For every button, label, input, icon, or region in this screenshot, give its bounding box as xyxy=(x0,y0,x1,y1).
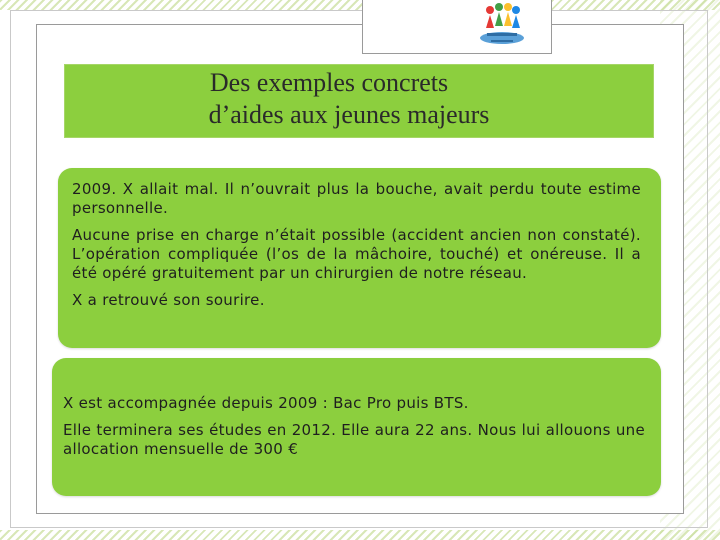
title-banner xyxy=(64,64,654,138)
card2-paragraph-1: X est accompagnée depuis 2009 : Bac Pro puis BTS. xyxy=(63,394,469,412)
card1-paragraph-3: X a retrouvé son sourire. xyxy=(72,291,265,309)
decorative-hatch-top xyxy=(0,0,720,10)
title-line-2: d’aides aux jeunes majeurs xyxy=(208,100,490,129)
example-card-1 xyxy=(58,168,661,348)
card1-paragraph-1: 2009. X allait mal. Il n’ouvrait plus la bouche, avait perdu toute estime personnelle. xyxy=(72,180,641,217)
card2-paragraph-2: Elle terminera ses études en 2012. Elle aura 22 ans. Nous lui allouons une allocation mensuelle de 300 € xyxy=(63,421,645,458)
organization-logo-icon xyxy=(475,0,529,48)
decorative-hatch-bottom xyxy=(0,530,720,540)
card1-paragraph-2: Aucune prise en charge n’était possible (accident ancien non constaté). L’opération compliquée (l’os de la mâchoire, touché) et onéreuse. Il a été opéré gratuitement par un chirurgien de notre réseau. xyxy=(72,226,641,282)
title-line-1: Des exemples concrets xyxy=(209,68,449,97)
example-card-2 xyxy=(52,358,661,496)
